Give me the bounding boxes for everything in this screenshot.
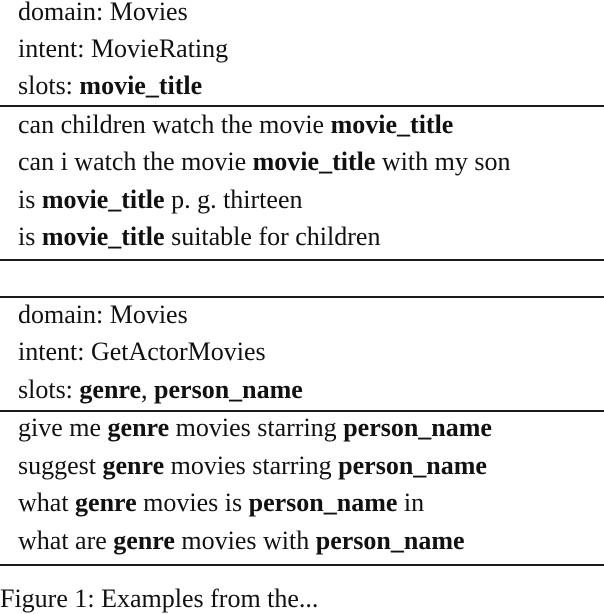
table-top-rule — [0, 296, 604, 298]
example-row: what genre movies is person_name in — [18, 488, 425, 517]
table-divider — [0, 410, 604, 412]
table-bottom-rule — [0, 259, 604, 261]
example-row: what are genre movies with person_name — [18, 526, 465, 555]
example-row: is movie_title suitable for children — [18, 222, 381, 251]
example-row: can children watch the movie movie_title — [18, 110, 454, 139]
example-row: give me genre movies starring person_name — [18, 413, 492, 442]
figure-caption: Figure 1: Examples from the... — [0, 584, 319, 613]
intent-row: intent: GetActorMovies — [18, 337, 266, 366]
table-bottom-rule — [0, 564, 604, 566]
table-divider — [0, 105, 604, 107]
example-row: can i watch the movie movie_title with my son — [18, 147, 511, 176]
example-row: is movie_title p. g. thirteen — [18, 185, 303, 214]
domain-row: domain: Movies — [18, 300, 188, 329]
slots-row: slots: genre, person_name — [18, 375, 303, 404]
example-row: suggest genre movies starring person_name — [18, 451, 487, 480]
slots-row: slots: movie_title — [18, 71, 203, 100]
domain-row: domain: Movies — [18, 0, 188, 26]
intent-row: intent: MovieRating — [18, 34, 229, 63]
